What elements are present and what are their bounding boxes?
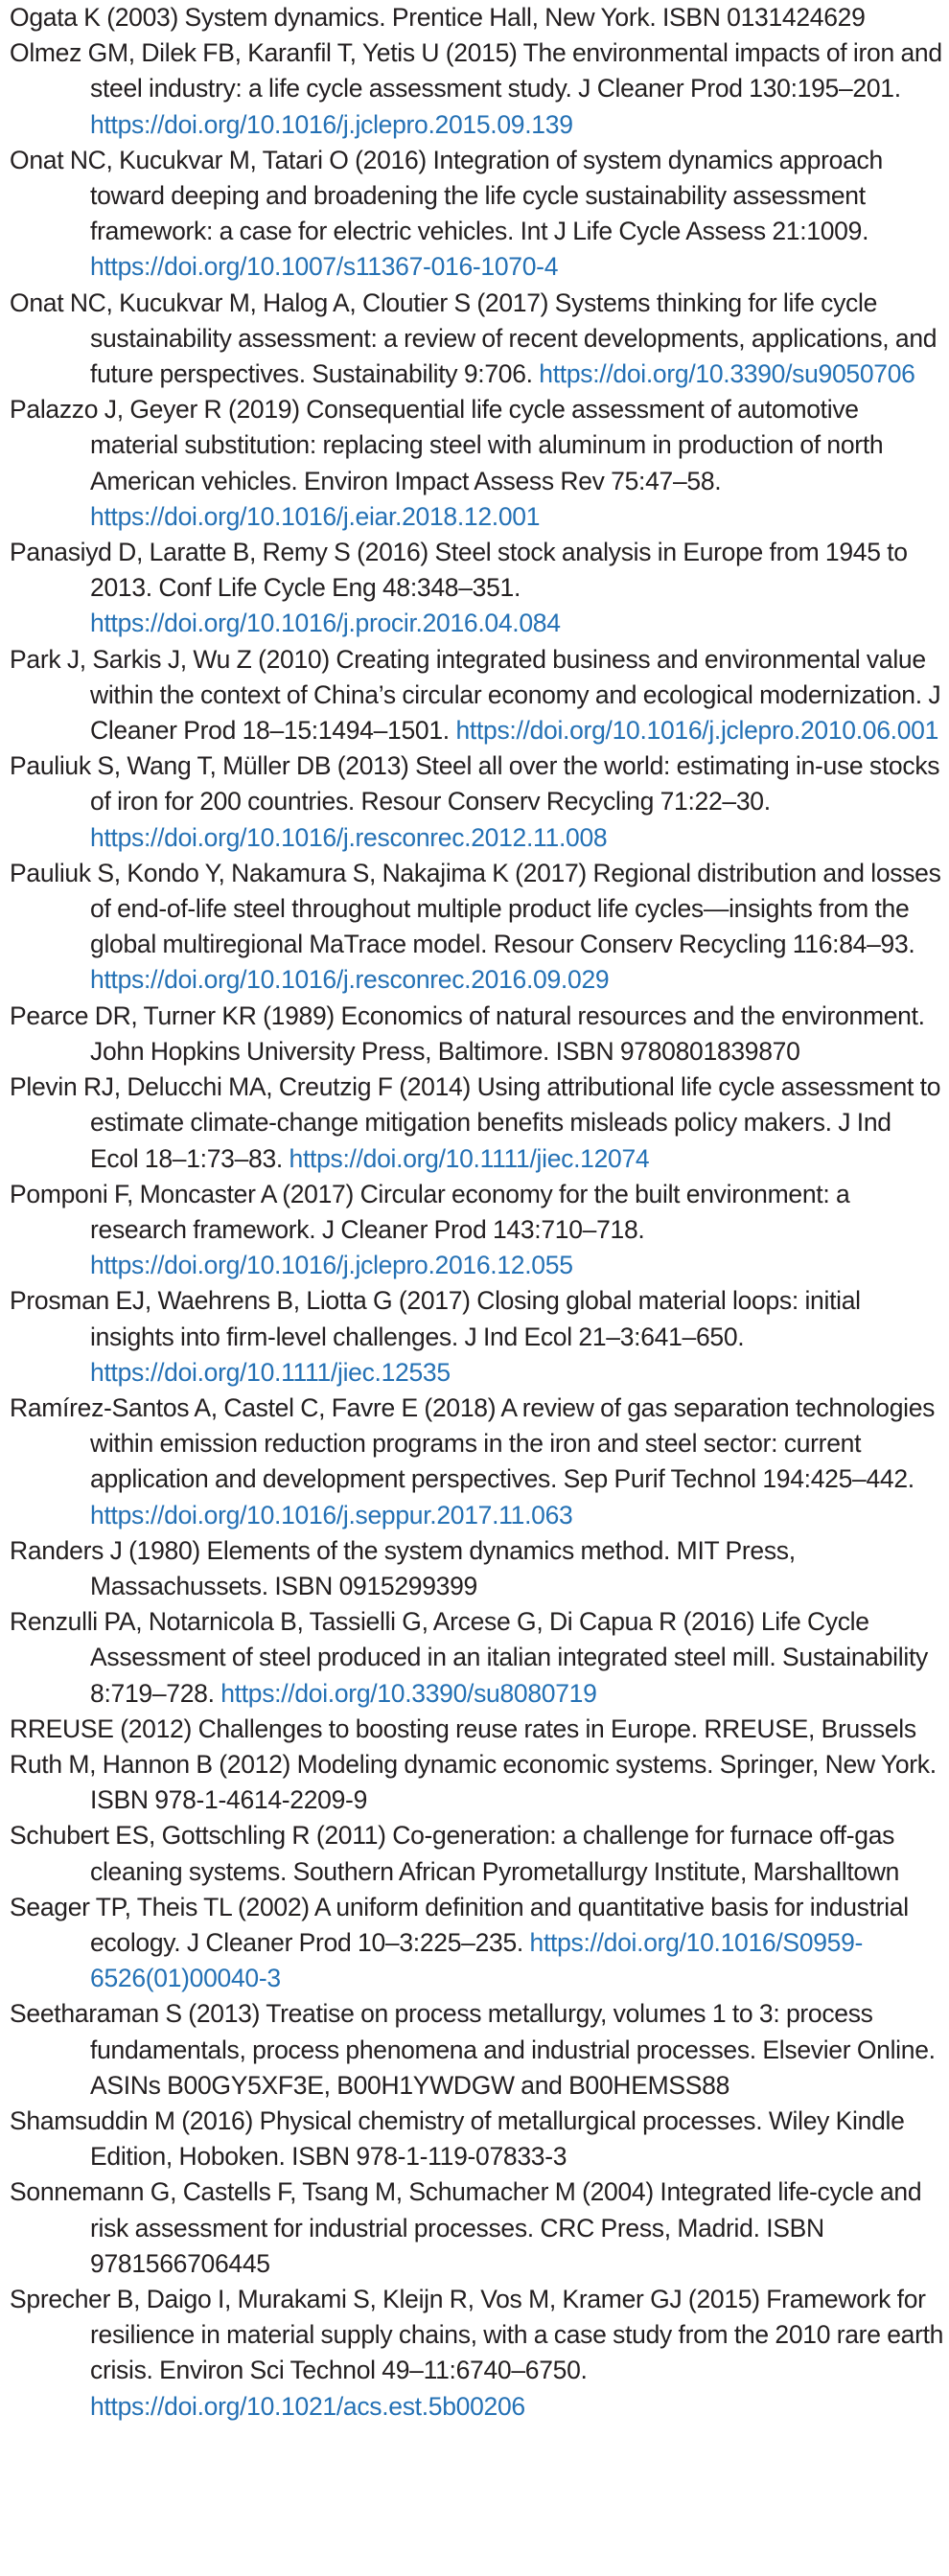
reference-text: Onat NC, Kucukvar M, Tatari O (2016) Integration of system dynamics approach toward deeping and broadening the life cycle sustainability assessment framework: a case for electric vehicles. Int J Life Cycle Assess 21:1009. <box>10 145 883 246</box>
reference-item <box>10 856 944 999</box>
reference-item <box>10 1391 944 1533</box>
reference-text: Plevin RJ, Delucchi MA, Creutzig F (2014) Using attributional life cycle assessment to estimate climate-change mitigation benefits misleads policy makers. J Ind Ecol 18–1:73–83. <box>10 1072 941 1173</box>
reference-item <box>10 642 944 749</box>
reference-text: Pomponi F, Moncaster A (2017) Circular economy for the built environment: a research framework. J Cleaner Prod 143:710–718. <box>10 1179 850 1244</box>
reference-text: Park J, Sarkis J, Wu Z (2010) Creating integrated business and environmental value within the context of China’s circular economy and ecological modernization. J Cleaner Prod 18–15:1494–1501. <box>10 644 941 746</box>
reference-text: Ogata K (2003) System dynamics. Prentice Hall, New York. ISBN 0131424629 <box>10 3 866 32</box>
reference-item <box>10 1747 944 1818</box>
reference-item <box>10 1177 944 1284</box>
reference-text: RREUSE (2012) Challenges to boosting reuse rates in Europe. RREUSE, Brussels <box>10 1714 916 1743</box>
reference-text: Sonnemann G, Castells F, Tsang M, Schumacher M (2004) Integrated life-cycle and risk assessment for industrial processes. CRC Press, Madrid. ISBN 9781566706445 <box>10 2177 922 2278</box>
reference-text: Panasiyd D, Laratte B, Remy S (2016) Steel stock analysis in Europe from 1945 to 2013. Conf Life Cycle Eng 48:348–351. <box>10 538 908 603</box>
reference-item <box>10 0 944 35</box>
reference-doi-link[interactable]: https://doi.org/10.1111/jiec.12074 <box>289 1143 650 1173</box>
reference-text: Onat NC, Kucukvar M, Halog A, Cloutier S (2017) Systems thinking for life cycle sustainability assessment: a review of recent developments, applications, and future perspectives. Sustainability 9:706. <box>10 288 937 389</box>
reference-item <box>10 1533 944 1604</box>
reference-text: Schubert ES, Gottschling R (2011) Co-generation: a challenge for furnace off-gas cleaning systems. Southern African Pyrometallurgy Institute, Marshalltown <box>10 1821 900 1886</box>
reference-item <box>10 748 944 856</box>
reference-text: Seager TP, Theis TL (2002) A uniform definition and quantitative basis for industrial ecology. J Cleaner Prod 10–3:225–235. <box>10 1892 909 1957</box>
reference-text: Pauliuk S, Kondo Y, Nakamura S, Nakajima K (2017) Regional distribution and losses of end-of-life steel throughout multiple product life cycles—insights from the global multiregional MaTrace model. Resour Conserv Recycling 116:84–93. <box>10 858 941 959</box>
reference-item <box>10 1996 944 2104</box>
reference-text: Olmez GM, Dilek FB, Karanfil T, Yetis U (2015) The environmental impacts of iron and steel industry: a life cycle assessment study. J Cleaner Prod 130:195–201. <box>10 38 942 104</box>
reference-item <box>10 1070 944 1177</box>
reference-doi-link[interactable]: https://doi.org/10.3390/su8080719 <box>220 1678 597 1708</box>
reference-text: Renzulli PA, Notarnicola B, Tassielli G, Arcese G, Di Capua R (2016) Life Cycle Assessment of steel produced in an italian integrated steel mill. Sustainability 8:719–728. <box>10 1607 928 1708</box>
reference-text: Prosman EJ, Waehrens B, Liotta G (2017) Closing global material loops: initial insights into firm-level challenges. J Ind Ecol 21–3:641–650. <box>10 1286 861 1351</box>
reference-item <box>10 286 944 393</box>
reference-item <box>10 35 944 143</box>
reference-item <box>10 1890 944 1997</box>
reference-text: Sprecher B, Daigo I, Murakami S, Kleijn R, Vos M, Kramer GJ (2015) Framework for resilience in material supply chains, with a case study from the 2010 rare earth crisis. Environ Sci Technol 49–11:6740–6750. <box>10 2285 944 2385</box>
reference-doi-link[interactable]: https://doi.org/10.1016/j.resconrec.2016.09.029 <box>90 965 610 995</box>
reference-item <box>10 143 944 286</box>
reference-doi-link[interactable]: https://doi.org/10.3390/su9050706 <box>539 359 915 389</box>
reference-item <box>10 2282 944 2425</box>
reference-text: Pauliuk S, Wang T, Müller DB (2013) Steel all over the world: estimating in-use stocks of iron for 200 countries. Resour Conserv Recycling 71:22–30. <box>10 751 940 816</box>
reference-doi-link[interactable]: https://doi.org/10.1021/acs.est.5b00206 <box>90 2391 525 2421</box>
reference-item <box>10 392 944 535</box>
reference-list <box>10 0 944 2425</box>
reference-text: Ruth M, Hannon B (2012) Modeling dynamic economic systems. Springer, New York. ISBN 978-1-4614-2209-9 <box>10 1749 937 1815</box>
reference-doi-link[interactable]: https://doi.org/10.1007/s11367-016-1070-4 <box>90 252 559 282</box>
reference-doi-link[interactable]: https://doi.org/10.1111/jiec.12535 <box>90 1357 451 1387</box>
reference-doi-link[interactable]: https://doi.org/10.1016/S0959-6526(01)00040-3 <box>90 1927 864 1993</box>
reference-item <box>10 535 944 642</box>
reference-item <box>10 1712 944 1747</box>
reference-doi-link[interactable]: https://doi.org/10.1016/j.jclepro.2010.06.001 <box>455 716 939 746</box>
reference-item <box>10 1818 944 1889</box>
reference-text: Pearce DR, Turner KR (1989) Economics of natural resources and the environment. John Hopkins University Press, Baltimore. ISBN 9780801839870 <box>10 1000 925 1066</box>
reference-doi-link[interactable]: https://doi.org/10.1016/j.resconrec.2012.11.008 <box>90 822 608 852</box>
reference-item <box>10 1283 944 1391</box>
reference-item <box>10 1604 944 1712</box>
reference-text: Randers J (1980) Elements of the system dynamics method. MIT Press, Massachussets. ISBN 0915299399 <box>10 1535 796 1600</box>
reference-item <box>10 2104 944 2174</box>
reference-doi-link[interactable]: https://doi.org/10.1016/j.jclepro.2016.12.055 <box>90 1251 573 1280</box>
reference-item <box>10 2174 944 2282</box>
reference-doi-link[interactable]: https://doi.org/10.1016/j.seppur.2017.11.063 <box>90 1500 573 1530</box>
reference-doi-link[interactable]: https://doi.org/10.1016/j.jclepro.2015.09.139 <box>90 109 573 139</box>
reference-doi-link[interactable]: https://doi.org/10.1016/j.eiar.2018.12.001 <box>90 501 541 531</box>
reference-text: Seetharaman S (2013) Treatise on process metallurgy, volumes 1 to 3: process fundamentals, process phenomena and industrial processes. Elsevier Online. ASINs B00GY5XF3E, B00H1YWDGW and B00HEMSS88 <box>10 1999 936 2100</box>
reference-text: Shamsuddin M (2016) Physical chemistry of metallurgical processes. Wiley Kindle Edition, Hoboken. ISBN 978-1-119-07833-3 <box>10 2105 905 2172</box>
reference-doi-link[interactable]: https://doi.org/10.1016/j.procir.2016.04.084 <box>90 609 561 638</box>
reference-item <box>10 999 944 1070</box>
reference-text: Palazzo J, Geyer R (2019) Consequential life cycle assessment of automotive material substitution: replacing steel with aluminum in production of north American vehicles. Environ Impact Assess Rev 75:47–58. <box>10 395 884 495</box>
reference-text: Ramírez-Santos A, Castel C, Favre E (2018) A review of gas separation technologies within emission reduction programs in the iron and steel sector: current application and development perspectives. Sep Purif Technol 194:425–442. <box>10 1392 936 1494</box>
